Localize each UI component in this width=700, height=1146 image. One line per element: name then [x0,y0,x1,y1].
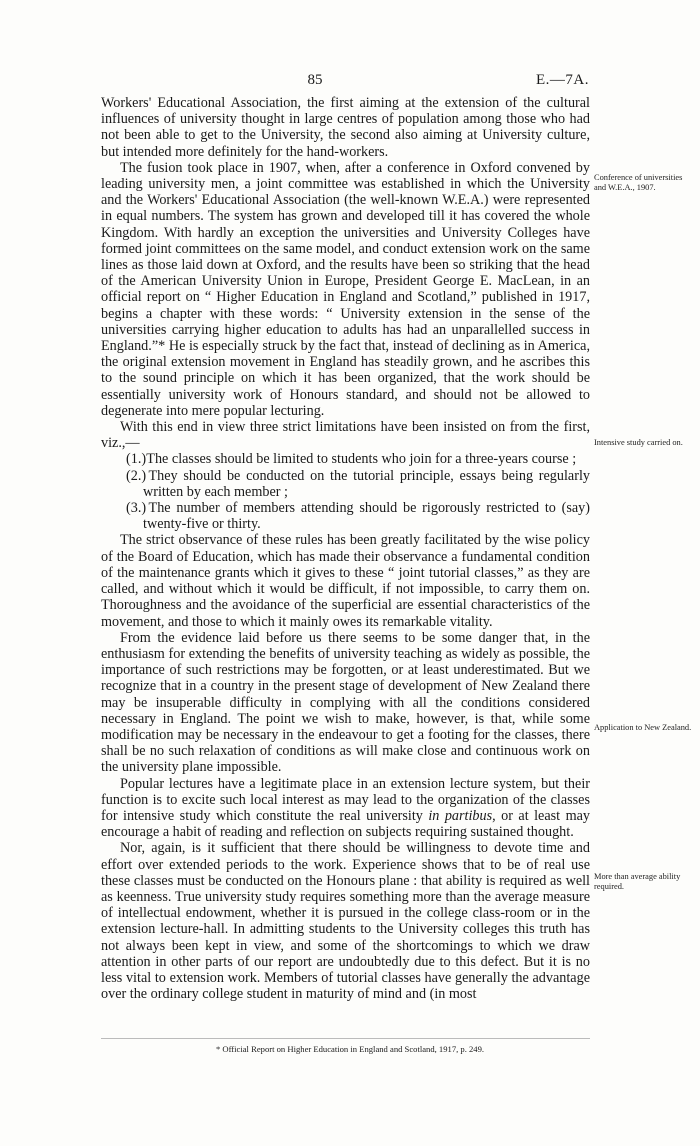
margin-note-conference: Conference of universities and W.E.A., 1907. [594,173,683,192]
list-item [101,451,590,467]
list-item-number: (2.) [126,467,147,484]
paragraph-limitations-intro: With this end in view three strict limitations have been insisted on from the first, viz.,— [101,419,590,452]
margin-note-ability: More than average ability required. [594,872,681,891]
footnote: * Official Report on Higher Education in England and Scotland, 1917, p. 249. [215,1044,485,1054]
footnote-divider [101,1038,590,1039]
margin-note-intensive-study: Intensive study carried on. [594,438,683,447]
body-text [101,95,590,1002]
margin-note-application: Application to New Zealand. [594,723,692,732]
paragraph-new-zealand: From the evidence laid before us there seems to be some danger that, in the enthusiasm for extending the benefits of university teaching as widely as possible, the importance of such restrictions may be forgotten, or at least underestimated. But we recognize that in a country in the present stage of development of New Zealand there may be insuperable difficulty in complying with all the conditions considered necessary in England. The point we wish to make, however, is that, while some modification may be necessary in the endeavour to get a footing for the classes, there shall be no such relaxation of conditions as will make close and continuous work on the university plane impossible. [101,629,590,776]
paragraph-intro: Workers' Educational Association, the first aiming at the extension of the cultural influences of university thought in large centres of population among those who had not been able to get to the University, the second also aiming at University culture, but intended more definitely for the hand-workers. [101,95,590,160]
list-item [101,500,590,532]
paragraph-fusion: The fusion took place in 1907, when, after a conference in Oxford convened by leading university men, a joint committee was established in which the University and the Workers' Educational Association (the well-known W.E.A.) were represented in equal numbers. The system has grown and developed till it has covered the whole Kingdom. With hardly an exception the universities and University Colleges have formed joint committees on the same model, and conduct extension work on the same lines as those laid down at Oxford, and the results have been so striking that the head of the American University Union in Europe, President George E. MacLean, in an official report on “ Higher Education in England and Scotland,” published in 1917, begins a chapter with these words: “ University extension in the sense of the universities carrying higher education to adults has had an unparallelled success in England.”* He is especially struck by the fact that, instead of declining as in America, the original extension movement in England has steadily grown, and he ascribes this to the sound principle on which it has been organized, that the work should be essentially university work of Honours standard, and should not be allowed to degenerate into mere popular lecturing. [101,159,590,419]
document-reference: E.—7A. [536,72,589,88]
paragraph-popular-lectures: Popular lectures have a legitimate place in an extension lecture system, but their function is to excite such local interest as may lead to the organization of the classes for intensive study which constitute the real university in partibus, or at least may encourage a habit of reading and reflection on subjects requiring sustained thought. [101,775,590,841]
page-number: 85 [307,72,323,88]
list-item-text: The classes should be limited to students who join for a three-years course ; [146,451,577,468]
list-item-text: They should be conducted on the tutorial principle, essays being regularly written by each member ; [143,467,590,500]
limitations-list [101,451,590,532]
paragraph-observance: The strict observance of these rules has been greatly facilitated by the wise policy of the Board of Education, which has made their observance a fundamental condition of the maintenance grants which it gives to these “ joint tutorial classes,” as they are called, and without which it would be difficult, if not impossible, to carry them on. Thoroughness and the avoidance of the superficial are essential characteristics of the movement, and those to which it mainly owes its remarkable vitality. [101,532,590,630]
list-item-number: (1.) [126,451,147,468]
paragraph-ability: Nor, again, is it sufficient that there should be willingness to devote time and effort over extended periods to the work. Experience shows that to be of real use these classes must be conducted on the Honours plane : that ability is required as well as keenness. True university study requires something more than the average measure of intellectual endowment, whether it is pursued in the college class-room or in the extension lecture-hall. In admitting students to the University colleges this truth has not always been kept in view, and some of the shortcomings to which we draw attention in other parts of our report are undoubtedly due to this defect. But it is no less vital to extension work. Members of tutorial classes have generally the advantage over the ordinary college student in maturity of mind and (in most [101,840,590,1003]
list-item [101,468,590,500]
list-item-number: (3.) [126,500,147,517]
list-item-text: The number of members attending should be rigorously restricted to (say) twenty-five or thirty. [143,500,590,533]
